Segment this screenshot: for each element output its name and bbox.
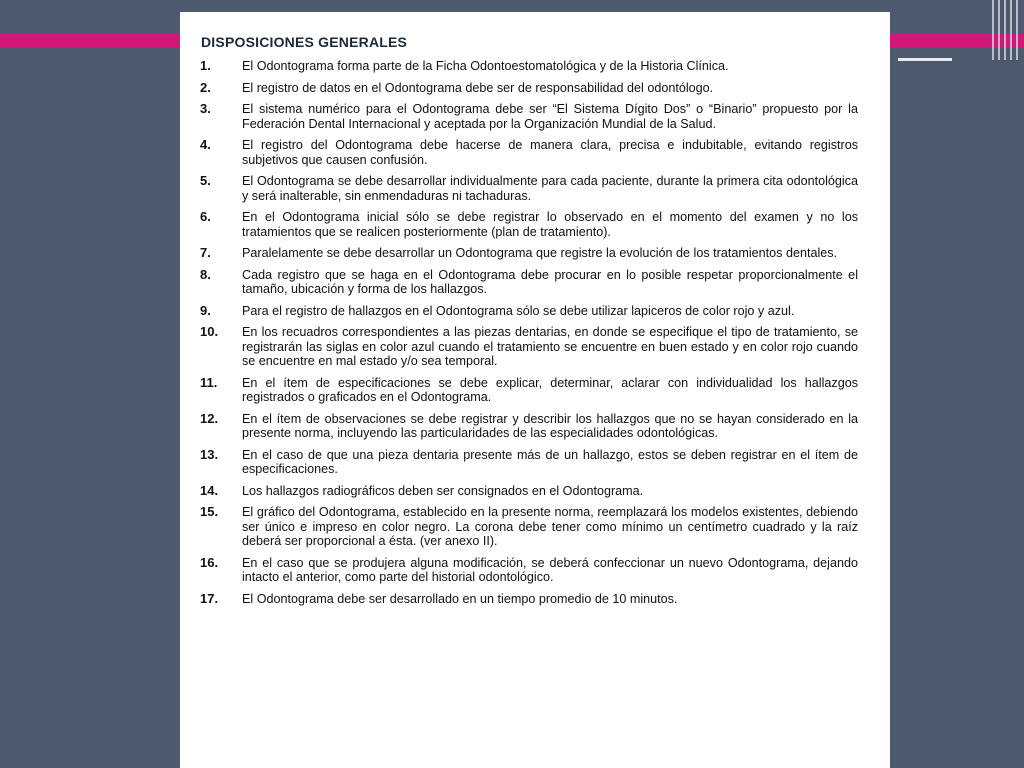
provisions-list <box>200 59 858 606</box>
document-title: DISPOSICIONES GENERALES <box>201 34 408 50</box>
list-item <box>200 268 858 297</box>
item-number: 16. <box>200 554 219 570</box>
list-item <box>200 81 858 96</box>
list-item <box>200 59 858 74</box>
list-item <box>200 246 858 261</box>
item-text: El gráfico del Odontograma, establecido en la presente norma, reemplazará los modelos existentes, debiendo ser único e impreso en color negro. La corona debe tener como mínimo un centímetro cuadrado y la raíz deberá ser proporcional a ésta. (ver anexo II). <box>242 505 858 548</box>
item-number: 1. <box>200 58 211 73</box>
list-item <box>200 448 858 477</box>
item-text: Cada registro que se haga en el Odontograma debe procurar en lo posible respetar proporcionalmente el tamaño, ubicación y forma de los hallazgos. <box>242 267 858 296</box>
decorative-vertical-lines <box>990 0 1024 60</box>
item-text: Los hallazgos radiográficos deben ser consignados en el Odontograma. <box>242 483 644 498</box>
list-item <box>200 376 858 405</box>
list-item <box>200 138 858 167</box>
document-page <box>180 12 890 768</box>
list-item <box>200 556 858 585</box>
item-text: En el caso que se produjera alguna modificación, se deberá confeccionar un nuevo Odontograma, dejando intacto el anterior, como parte del historial odontológico. <box>242 555 858 584</box>
list-item <box>200 304 858 319</box>
list-item <box>200 505 858 549</box>
item-number: 8. <box>200 266 211 282</box>
item-text: El registro del Odontograma debe hacerse de manera clara, precisa e indubitable, evitando registros subjetivos que causen confusión. <box>242 138 858 167</box>
list-item <box>200 484 858 499</box>
item-text: En el ítem de observaciones se debe registrar y describir los hallazgos que no se hayan considerado en la presente norma, incluyendo las particularidades de las especialidades odontológicas. <box>242 411 858 440</box>
item-text: En el ítem de especificaciones se debe explicar, determinar, aclarar con individualidad los hallazgos registrados o graficados en el Odontograma. <box>242 375 858 404</box>
accent-band-left <box>0 34 180 48</box>
item-number: 4. <box>200 137 211 152</box>
item-text: El Odontograma forma parte de la Ficha Odontoestomatológica y de la Historia Clínica. <box>242 59 729 73</box>
item-number: 17. <box>200 590 219 606</box>
item-number: 13. <box>200 446 219 462</box>
list-item <box>200 592 858 607</box>
item-text: El Odontograma debe ser desarrollado en un tiempo promedio de 10 minutos. <box>242 591 678 606</box>
item-number: 5. <box>200 173 211 188</box>
item-text: En los recuadros correspondientes a las piezas dentarias, en donde se especifique el tipo de tratamiento, se registrarán las siglas en color azul cuando el tratamiento se encuentre en buen estado y en color rojo cuando se encuentre en mal estado y/o sea temporal. <box>242 325 858 368</box>
decorative-horizontal-line <box>898 58 952 61</box>
item-number: 11. <box>200 374 218 390</box>
list-item <box>200 174 858 203</box>
item-text: En el Odontograma inicial sólo se debe registrar lo observado en el momento del examen y no los tratamientos que se realicen posteriormente (plan de tratamiento). <box>242 210 858 239</box>
item-number: 7. <box>200 245 211 260</box>
list-item <box>200 102 858 131</box>
item-text: El Odontograma se debe desarrollar individualmente para cada paciente, durante la primera cita odontológica y será inalterable, sin enmendaduras ni tachaduras. <box>242 174 858 203</box>
item-number: 6. <box>200 209 211 224</box>
item-number: 2. <box>200 79 211 95</box>
list-item <box>200 210 858 239</box>
item-text: Para el registro de hallazgos en el Odontograma sólo se debe utilizar lapiceros de color rojo y azul. <box>242 303 795 318</box>
item-text: Paralelamente se debe desarrollar un Odontograma que registre la evolución de los tratamientos dentales. <box>242 246 838 260</box>
item-number: 10. <box>200 324 219 339</box>
item-number: 3. <box>200 101 211 116</box>
item-number: 15. <box>200 504 219 519</box>
item-number: 12. <box>200 410 219 426</box>
item-text: En el caso de que una pieza dentaria presente más de un hallazgo, estos se deben registrar en el ítem de especificaciones. <box>242 447 858 476</box>
item-number: 14. <box>200 482 219 498</box>
item-text: El sistema numérico para el Odontograma debe ser “El Sistema Dígito Dos” o “Binario” propuesto por la Federación Dental Internacional y aceptada por la Organización Mundial de la Salud. <box>242 102 858 131</box>
item-number: 9. <box>200 302 211 318</box>
list-item <box>200 325 858 369</box>
item-text: El registro de datos en el Odontograma debe ser de responsabilidad del odontólogo. <box>242 80 714 95</box>
list-item <box>200 412 858 441</box>
